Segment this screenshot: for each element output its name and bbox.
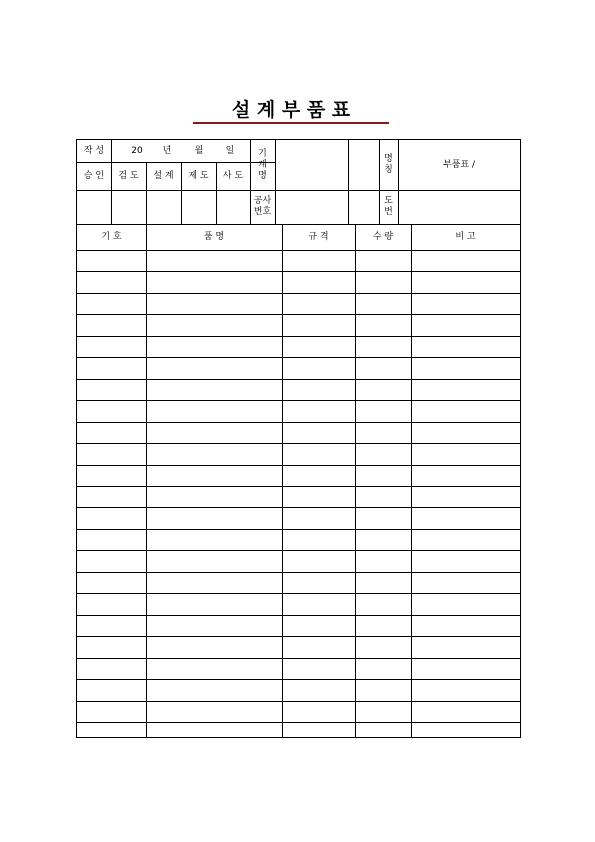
parts-sheet (76, 139, 521, 738)
table-row-line (77, 271, 520, 272)
document-title: 설 계 부 품 표 (231, 99, 351, 121)
project-no-label: 공사 번호 (253, 196, 272, 217)
table-row-line (77, 293, 520, 294)
table-row-line (77, 379, 520, 380)
approval-check: 검 도 (118, 170, 139, 181)
col-symbol: 기 호 (101, 231, 122, 242)
table-row-line (77, 336, 520, 337)
drawing-no-label: 도 번 (384, 196, 393, 217)
col-remark: 비 고 (455, 231, 476, 242)
date-day: 일 (225, 145, 235, 156)
header-vline-7 (348, 140, 349, 224)
table-row-line (77, 701, 520, 702)
table-row-line (77, 550, 520, 551)
table-row-line (77, 658, 520, 659)
approval-design: 설 계 (153, 170, 174, 181)
date-year: 년 (162, 145, 172, 156)
body-vline-3 (355, 224, 356, 737)
table-row-line (77, 529, 520, 530)
written-label: 작 성 (83, 145, 105, 156)
approval-label: 승 인 (83, 170, 105, 181)
table-row-line (77, 679, 520, 680)
body-vline-4 (411, 224, 412, 737)
machine-name-label: 기 계 명 (258, 148, 267, 181)
approval-trace: 사 도 (222, 170, 244, 181)
table-row-line (77, 400, 520, 401)
table-row-line (77, 507, 520, 508)
table-row-line (77, 314, 520, 315)
col-item: 품 명 (203, 231, 225, 242)
date-month: 월 (194, 145, 204, 156)
col-qty: 수 량 (372, 231, 394, 242)
table-row-line (77, 572, 520, 573)
header-line-2 (77, 190, 520, 191)
table-row-line (77, 357, 520, 358)
header-vline-6 (275, 140, 276, 224)
body-vline-2 (282, 224, 283, 737)
title-underline (193, 122, 389, 124)
table-row-line (77, 443, 520, 444)
parts-table-text: 부품표 / (443, 159, 475, 170)
col-spec: 규 격 (308, 231, 329, 242)
table-row-line (77, 636, 520, 637)
column-header-bottom (77, 250, 520, 251)
body-vline-1 (146, 224, 147, 737)
table-row-line (77, 422, 520, 423)
name-label: 명 칭 (384, 154, 393, 175)
approval-draft: 제 도 (188, 170, 209, 181)
table-row-line (77, 722, 520, 723)
table-row-line (77, 486, 520, 487)
table-row-line (77, 615, 520, 616)
date-year-prefix: 20 (131, 145, 143, 156)
table-row-line (77, 593, 520, 594)
table-row-line (77, 465, 520, 466)
